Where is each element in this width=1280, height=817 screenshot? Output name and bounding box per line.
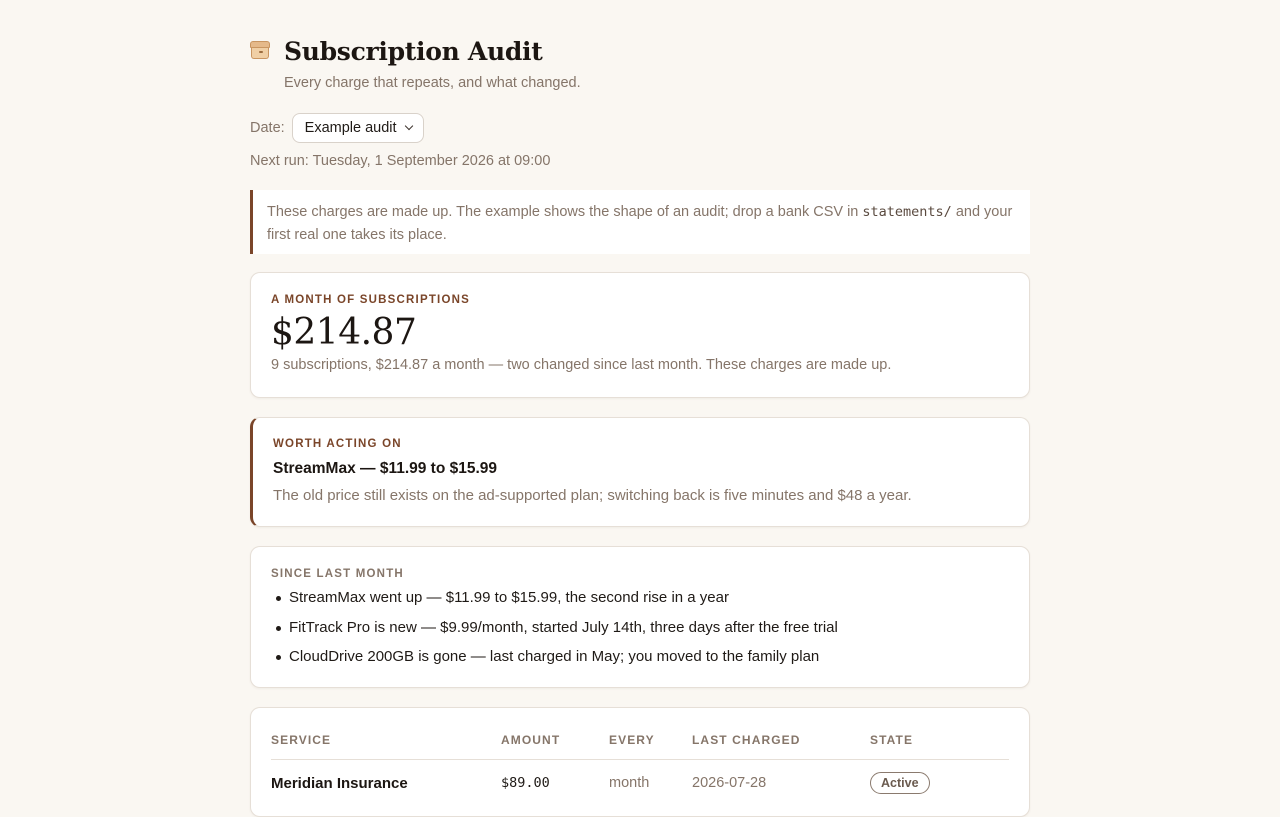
date-select[interactable] (292, 113, 424, 143)
column-header-last-charged[interactable]: LAST CHARGED (692, 733, 801, 747)
chevron-down-icon (405, 124, 413, 132)
page-subtitle: Every charge that repeats, and what changed. (284, 75, 581, 91)
example-notice (250, 190, 1030, 254)
subscriptions-table (250, 707, 1030, 817)
frequency-value: month (609, 775, 650, 791)
table-row[interactable] (271, 760, 1009, 806)
list-item: CloudDrive 200GB is gone — last charged in May; you moved to the family plan (271, 646, 1009, 676)
notice-code: statements/ (862, 204, 952, 220)
action-headline: StreamMax — $11.99 to $15.99 (273, 460, 498, 477)
column-header-state[interactable]: STATE (870, 733, 914, 747)
monthly-total: $214.87 (271, 312, 417, 353)
date-select-value: Example audit (304, 120, 397, 136)
action-eyebrow: WORTH ACTING ON (273, 438, 402, 450)
date-row (250, 113, 424, 143)
status-badge: Active (870, 772, 930, 794)
service-name: Meridian Insurance (271, 774, 408, 792)
card-file-box-icon (250, 41, 270, 59)
list-item: StreamMax went up — $11.99 to $15.99, the second rise in a year (271, 587, 1009, 617)
action-card (250, 417, 1030, 527)
action-body: The old price still exists on the ad-supported plan; switching back is five minutes and $48 a year. (273, 487, 912, 504)
summary-description: 9 subscriptions, $214.87 a month — two changed since last month. These charges are made up. (271, 357, 892, 373)
date-label: Date: (250, 120, 285, 136)
summary-eyebrow: A MONTH OF SUBSCRIPTIONS (271, 294, 470, 306)
column-header-service[interactable]: SERVICE (271, 733, 332, 747)
amount-value: $89.00 (501, 775, 550, 791)
changes-eyebrow: SINCE LAST MONTH (271, 568, 404, 580)
next-run-text: Next run: Tuesday, 1 September 2026 at 09:00 (250, 153, 551, 169)
list-item: FitTrack Pro is new — $9.99/month, started July 14th, three days after the free trial (271, 617, 1009, 647)
page-title: Subscription Audit (284, 36, 543, 66)
table-header (271, 733, 1009, 760)
changes-card (250, 546, 1030, 688)
last-charged-value: 2026-07-28 (692, 775, 767, 791)
summary-card (250, 272, 1030, 398)
notice-text-before: These charges are made up. The example shows the shape of an audit; drop a bank CSV in (267, 204, 863, 220)
column-header-amount[interactable]: AMOUNT (501, 733, 561, 747)
changes-list (271, 587, 1009, 676)
notice-text-after: and your first real one takes its place. (267, 204, 1013, 243)
title-row (250, 34, 542, 68)
column-header-every[interactable]: EVERY (609, 733, 655, 747)
